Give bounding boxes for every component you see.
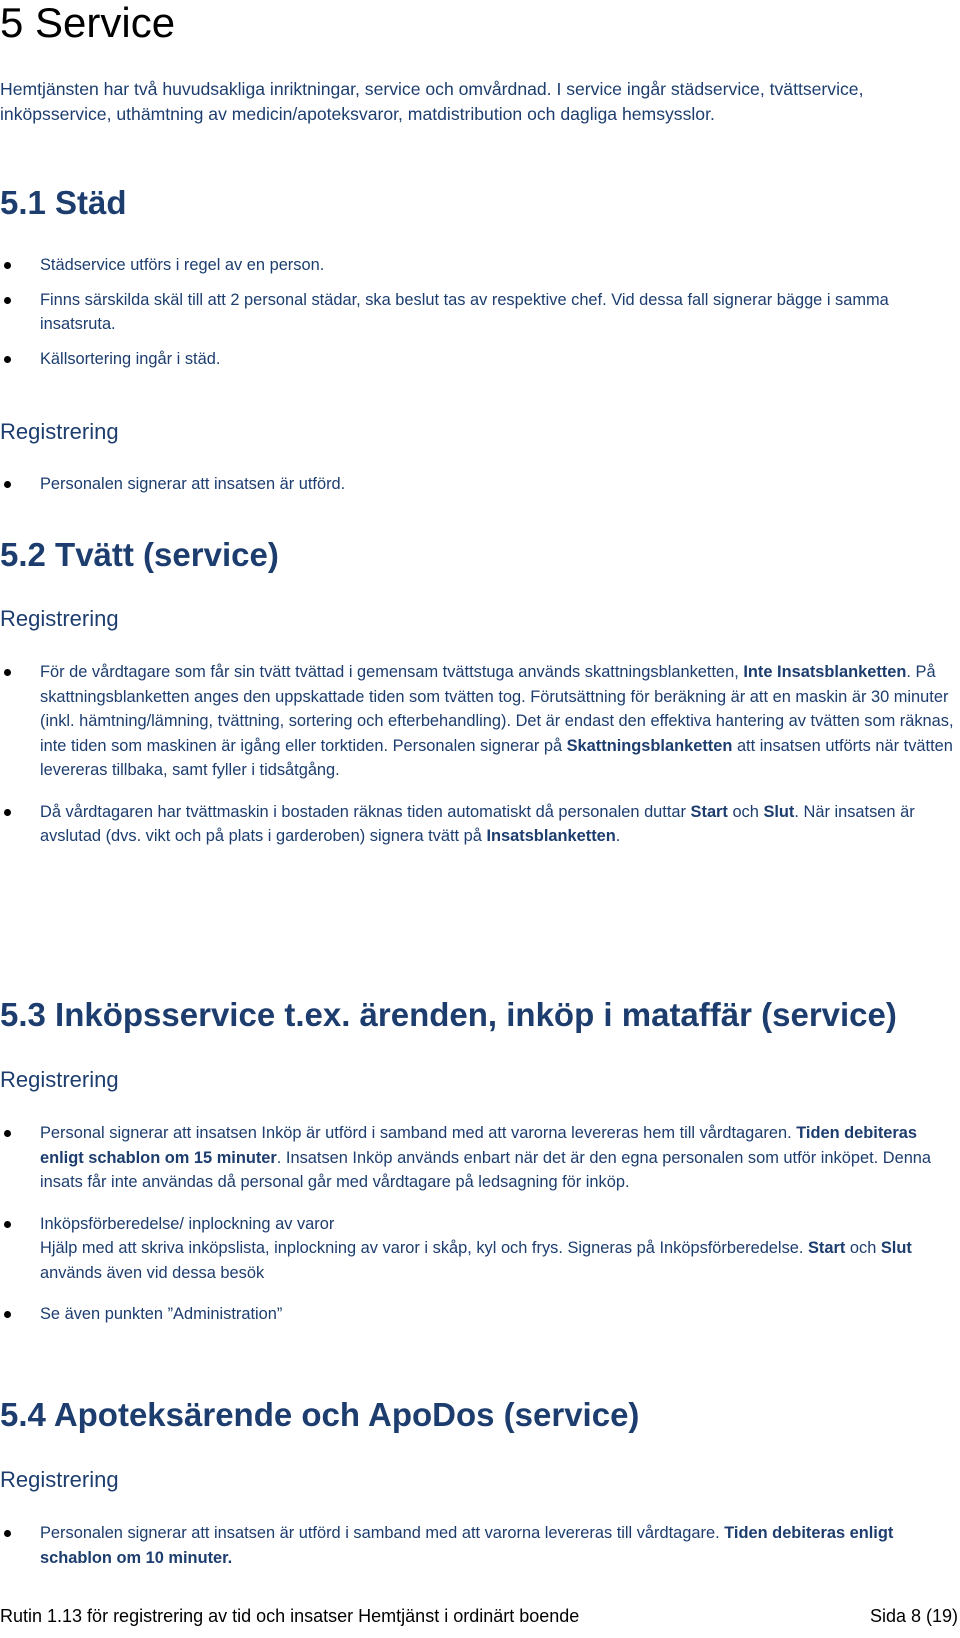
section-5-2-heading: 5.2 Tvätt (service): [0, 536, 279, 573]
page-footer: [0, 1604, 958, 1628]
bullet-icon: [4, 1311, 11, 1318]
section-5-1-registration-heading: Registrering: [0, 419, 119, 444]
list-item: [0, 347, 958, 372]
list-item: [0, 1521, 958, 1570]
section-5-1-heading: 5.1 Städ: [0, 184, 127, 221]
bullet-icon: [4, 1221, 11, 1228]
footer-document-title: Rutin 1.13 för registrering av tid och insatser Hemtjänst i ordinärt boende: [0, 1606, 580, 1626]
list-item-text: Personalen signerar att insatsen är utförd.: [40, 475, 346, 493]
list-item-text: Källsortering ingår i städ.: [40, 349, 221, 368]
bullet-icon: [4, 356, 11, 363]
list-item: [0, 253, 958, 278]
footer-page-number: Sida 8 (19): [869, 1606, 958, 1626]
section-5-2-registration-list: [0, 660, 958, 849]
section-5-4-registration-list: [0, 1521, 958, 1570]
list-item: [0, 1302, 958, 1327]
section-5-1-list: [0, 253, 958, 371]
list-item-text: Städservice utförs i regel av en person.: [40, 256, 325, 274]
list-item-text: Inköpsförberedelse/ inplockning av varor Hjälp med att skriva inköpslista, inplockning av varor i skåp, kyl och frys. Signeras på Inköpsförberedelse. Start och Slut används även vid dessa besök: [40, 1214, 912, 1282]
section-5-4-heading: 5.4 Apoteksärende och ApoDos (service): [0, 1396, 640, 1433]
list-item-text: Personal signerar att insatsen Inköp är utförd i samband med att varorna levereras hem till vårdtagaren. Tiden debiteras enligt schablon om 15 minuter. Insatsen Inköp används enbart när det är den egna personalen som utför inköpet. Denna insats får inte användas då personal går med vårdtagare på ledsagning för inköp.: [40, 1124, 932, 1191]
list-item-text: Finns särskilda skäl till att 2 personal städar, ska beslut tas av respektive chef. Vid dessa fall signerar bägge i samma insatsruta.: [40, 290, 889, 333]
list-item-text: Personalen signerar att insatsen är utförd i samband med att varorna levereras till vårdtagare. Tiden debiteras enligt schablon om 10 minuter.: [40, 1524, 894, 1567]
bullet-icon: [4, 1130, 11, 1137]
section-5-3-heading: 5.3 Inköpsservice t.ex. ärenden, inköp i mataffär (service): [0, 996, 897, 1033]
section-5-2-registration-heading: Registrering: [0, 606, 119, 631]
intro-paragraph: Hemtjänsten har två huvudsakliga inriktningar, service och omvårdnad. I service ingår städservice, tvättservice, inköpsservice, uthämtning av medicin/apoteksvaror, matdistribution och dagliga hemsysslor.: [0, 79, 864, 124]
list-item-text: För de vårdtagare som får sin tvätt tvättad i gemensam tvättstuga används skattningsblanketten, Inte Insatsblanketten. På skattningsblanketten anges den uppskattade tiden som tvätten tog. Förutsättning för beräkning är att en maskin är 30 minuter (inkl. hämtning/lämning, tvättning, sortering och efterbehandling). Det är endast den effektiva hantering av tvätten som räknas, inte tiden som maskinen är igång eller torktiden. Personalen signerar på Skattningsblanketten att insatsen utförts när tvätten levereras tillbaka, samt fyller i tidsåtgång.: [40, 663, 954, 779]
bullet-icon: [4, 481, 11, 488]
list-item: [0, 800, 958, 849]
list-item-text: Se även punkten ”Administration”: [40, 1305, 283, 1323]
bullet-icon: [4, 669, 11, 676]
bullet-icon: [4, 297, 11, 304]
section-5-4-registration-heading: Registrering: [0, 1467, 119, 1492]
section-5-3-registration-heading: Registrering: [0, 1067, 119, 1092]
bullet-icon: [4, 809, 11, 816]
list-item: [0, 660, 958, 783]
bullet-icon: [4, 1530, 11, 1537]
section-5-1-registration-list: [0, 472, 958, 497]
list-item-text: Då vårdtagaren har tvättmaskin i bostaden räknas tiden automatiskt då personalen duttar Start och Slut. När insatsen är avslutad (dvs. vikt och på plats i garderoben) signera tvätt på Insatsblanketten.: [40, 802, 915, 845]
main-heading: 5 Service: [0, 0, 176, 46]
section-5-3-registration-list: [0, 1121, 958, 1327]
bullet-icon: [4, 262, 11, 269]
list-item: [0, 472, 958, 497]
list-item: [0, 288, 958, 337]
list-item: [0, 1212, 958, 1286]
list-item: [0, 1121, 958, 1195]
